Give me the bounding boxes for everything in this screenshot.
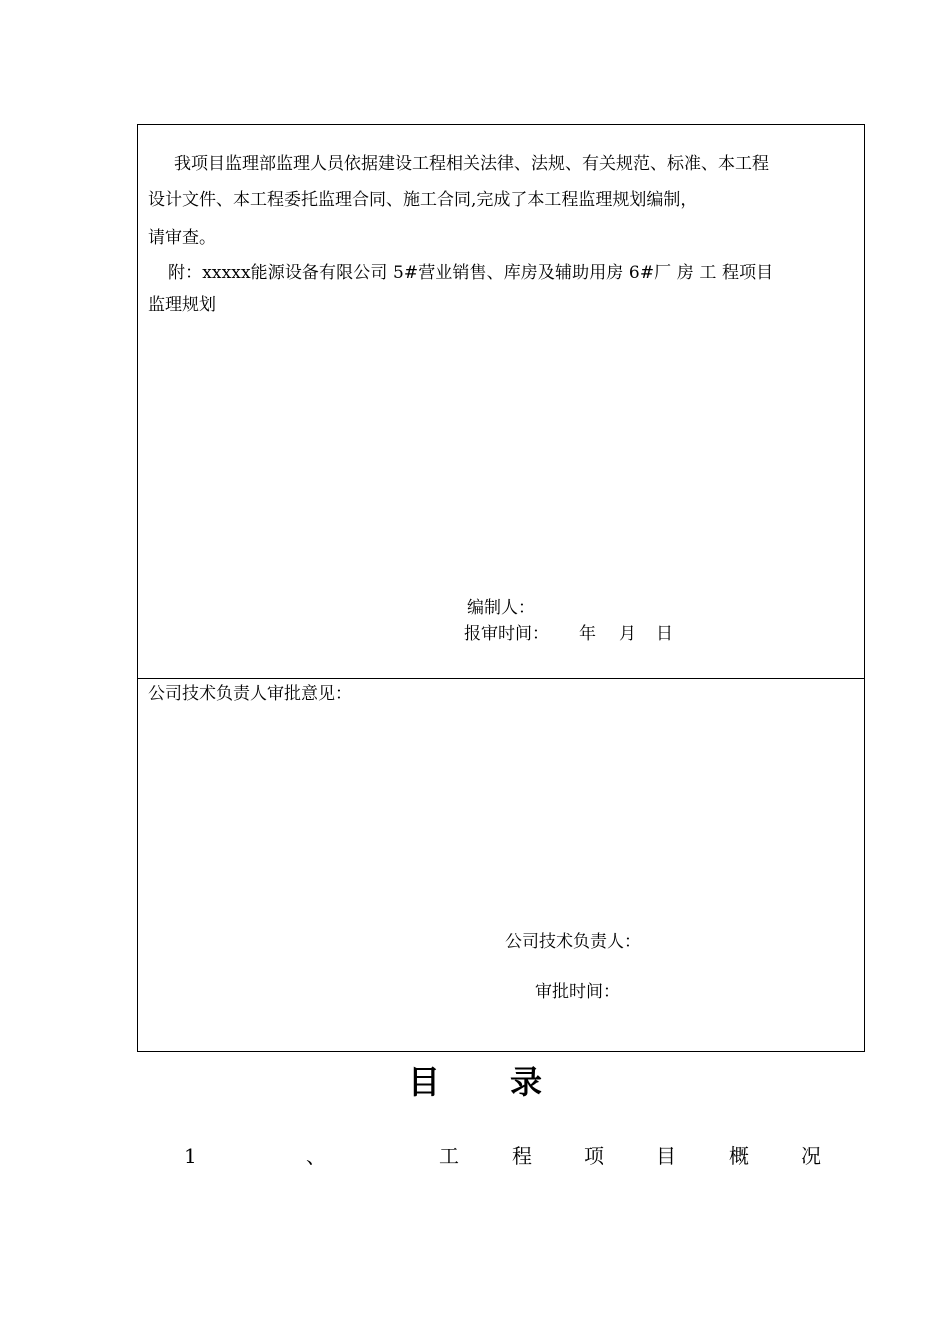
approval-time-label: 审批时间：: [535, 982, 620, 1002]
toc-title: [0, 1058, 950, 1106]
toc-entry-number: 1: [184, 1144, 197, 1168]
date-year: 年: [579, 624, 596, 644]
toc-title-char-2: 录: [510, 1063, 543, 1101]
intro-line-2: 设计文件、本工程委托监理合同、施工合同,完成了本工程监理规划编制，: [148, 190, 698, 210]
tech-lead-label: 公司技术负责人：: [505, 932, 641, 952]
toc-entry-char: 工: [439, 1144, 459, 1168]
approval-cell: [138, 679, 864, 1051]
toc-entry-1[interactable]: [0, 1142, 950, 1170]
approval-opinion-label: 公司技术负责人审批意见：: [148, 684, 352, 704]
toc-entry-char: 概: [729, 1144, 749, 1168]
toc-title-char-1: 目: [407, 1063, 440, 1101]
toc-entry-char: 目: [656, 1144, 676, 1168]
toc-entry-separator: 、: [306, 1144, 326, 1168]
submit-time-label: 报审时间：: [464, 624, 549, 644]
intro-line-3: 请审查。: [148, 228, 216, 248]
date-month: 月: [619, 624, 636, 644]
toc-entry-char: 项: [584, 1144, 604, 1168]
attachment-line-2: 监理规划: [148, 295, 216, 315]
submission-cell: [138, 125, 864, 679]
toc-entry-char: 程: [512, 1144, 532, 1168]
toc-entry-char: 况: [801, 1144, 821, 1168]
date-day: 日: [656, 624, 673, 644]
attachment-line-1: 附：xxxxx能源设备有限公司 5#营业销售、库房及辅助用房 6#厂 房 工 程项目: [168, 263, 774, 283]
compiler-label: 编制人：: [467, 598, 535, 618]
intro-line-1: 我项目监理部监理人员依据建设工程相关法律、法规、有关规范、标准、本工程: [174, 154, 769, 174]
approval-form-table: [137, 124, 865, 1052]
